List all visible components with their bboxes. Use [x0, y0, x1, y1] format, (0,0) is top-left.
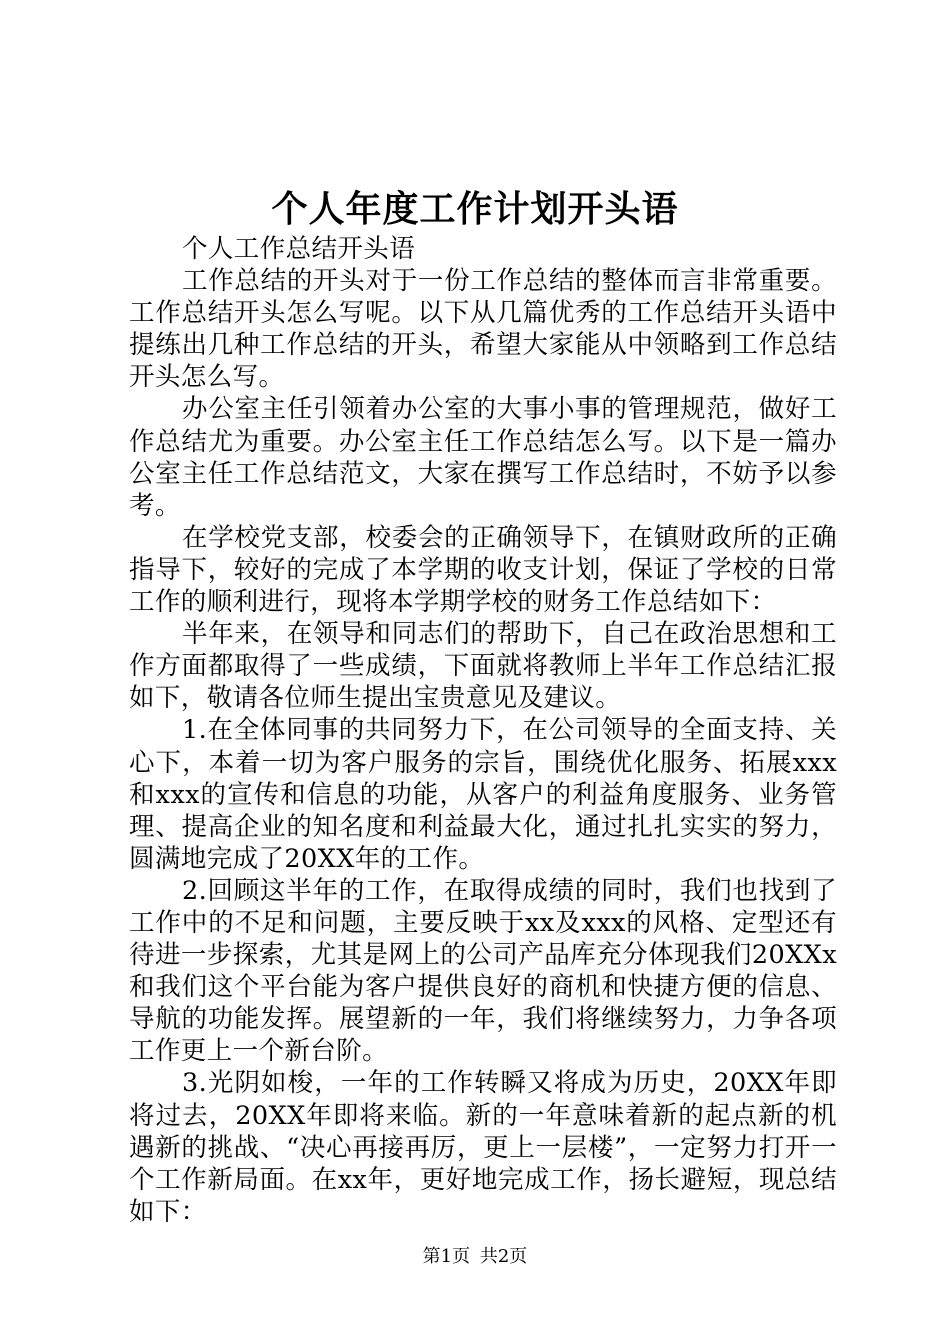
paragraph: 工作总结的开头对于一份工作总结的整体而言非常重要。工作总结开头怎么写呢。以下从几篇优秀的工作总结开头语中提练出几种工作总结的开头，希望大家能从中领略到工作总结开头怎么写。 [129, 266, 837, 393]
paragraph: 1.在全体同事的共同努力下，在公司领导的全面支持、关心下，本着一切为客户服务的宗旨，围绕优化服务、拓展xxx和xxx的宣传和信息的功能，从客户的利益角度服务、业务管理、提高企业的知名度和利益最大化，通过扎扎实实的努力，圆满地完成了20XX年的工作。 [129, 715, 837, 874]
paragraph: 半年来，在领导和同志们的帮助下，自己在政治思想和工作方面都取得了一些成绩，下面就将教师上半年工作总结汇报如下，敬请各位师生提出宝贵意见及建议。 [129, 619, 837, 714]
document-body [129, 233, 837, 1228]
page-footer [0, 1245, 950, 1269]
paragraph: 3.光阴如梭，一年的工作转瞬又将成为历史，20XX年即将过去，20XX年即将来临。新的一年意味着新的起点新的机遇新的挑战、“决心再接再厉，更上一层楼”，一定努力打开一个工作新局面。在xx年，更好地完成工作，扬长避短，现总结如下： [129, 1068, 837, 1227]
document-title: 个人年度工作计划开头语 [271, 188, 679, 230]
paragraph: 办公室主任引领着办公室的大事小事的管理规范，做好工作总结尤为重要。办公室主任工作总结怎么写。以下是一篇办公室主任工作总结范文，大家在撰写工作总结时，不妨予以参考。 [129, 394, 837, 521]
paragraph: 在学校党支部，校委会的正确领导下，在镇财政所的正确指导下，较好的完成了本学期的收支计划，保证了学校的日常工作的顺利进行，现将本学期学校的财务工作总结如下： [129, 522, 837, 618]
page-number: 第1页 [422, 1246, 471, 1267]
paragraph-subtitle: 个人工作总结开头语 [182, 234, 416, 264]
page-total: 共2页 [479, 1246, 528, 1267]
paragraph: 2.回顾这半年的工作，在取得成绩的同时，我们也找到了工作中的不足和问题，主要反映于xx及xxx的风格、定型还有待进一步探索，尤其是网上的公司产品库充分体现我们20XXx和我们这个平台能为客户提供良好的商机和快捷方便的信息、导航的功能发挥。展望新的一年，我们将继续努力，力争各项工作更上一个新台阶。 [129, 875, 837, 1067]
